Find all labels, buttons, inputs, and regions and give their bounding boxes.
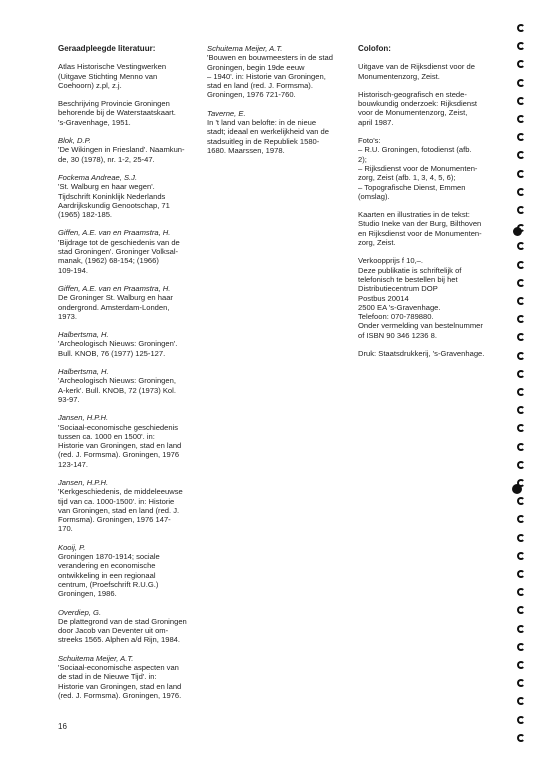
binding-ring xyxy=(517,97,525,105)
binding-ring xyxy=(517,443,525,451)
entry-text: 'Archeologisch Nieuws: Groningen'. Bull. KNOB, 76 (1977) 125-127. xyxy=(58,339,178,358)
entry-author: Kooij, P. xyxy=(58,542,86,552)
entry-author: Giffen, A.E. van en Praamstra, H. xyxy=(58,228,171,238)
binding-ring xyxy=(517,534,525,542)
entry-author: Jansen, H.P.H. xyxy=(58,413,109,423)
colophon-paragraph: Foto's: – R.U. Groningen, fotodienst (afb. 2); – Rijksdienst voor de Monumenten- zorg, Zeist (afb. 1, 3, 4, 5, 6); – Topografische Dienst, Emmen (omslag). xyxy=(358,136,478,201)
bibliography-heading: Geraadpleegde literatuur: xyxy=(58,44,156,53)
entry-text: Beschrijving Provincie Groningen behorende bij de Waterstaatskaart. 's-Gravenhage, 1951. xyxy=(58,99,176,127)
entry-text: De plattegrond van de stad Groningen door Jacob van Deventer uit om- streeks 1565. Alphen a/d Rijn, 1984. xyxy=(58,616,187,645)
entry-author: Halbertsma, H. xyxy=(58,367,109,377)
entry-author: Fockema Andreae, S.J. xyxy=(58,172,138,182)
binding-ring xyxy=(517,606,525,614)
entry-author: Taverne, E. xyxy=(207,108,246,118)
entry-text: 'Bijdrage tot de geschiedenis van de stad Groningen'. Groninger Volksal- manak, (1962) 68-154; (1966) 109-194. xyxy=(58,237,180,275)
binding-ring xyxy=(517,406,525,414)
bibliography-entry xyxy=(58,228,200,274)
colophon-paragraph: Druk: Staatsdrukkerij, 's-Gravenhage. xyxy=(358,349,485,359)
entry-text: 'Kerkgeschiedenis, de middeleeuwse tijd van ca. 1000-1500'. in: Historie van Groningen, stad en land (red. J. Formsma). Groningen, 1976 147- 170. xyxy=(58,487,183,534)
entry-text: Atlas Historische Vestingwerken (Uitgave Stichting Menno van Coehoorn) z.pl, z.j. xyxy=(58,62,167,90)
binding-ring xyxy=(517,24,525,32)
binding-ring xyxy=(517,170,525,178)
bibliography-entry xyxy=(58,543,200,599)
binding-ring xyxy=(517,625,525,633)
binding-ring xyxy=(517,388,525,396)
binding-ring xyxy=(517,661,525,669)
entry-author: Schuitema Meijer, A.T. xyxy=(207,44,283,53)
entry-author: Blok, D.P. xyxy=(58,136,91,146)
entry-author: Jansen, H.P.H. xyxy=(58,477,109,487)
binding-ring xyxy=(517,242,525,250)
colophon-paragraph: Uitgave van de Rijksdienst voor de Monumentenzorg, Zeist. xyxy=(358,62,475,81)
binding-ring xyxy=(517,734,525,742)
entry-text: 'De Wikingen in Friesland'. Naamkun- de, 30 (1978), nr. 1-2, 25-47. xyxy=(58,145,185,164)
entry-text: Groningen 1870-1914; sociale verandering en economische ontwikkeling in een regionaal centrum, (Proefschrift R.U.G.) Groningen, 1986. xyxy=(58,552,160,599)
bibliography-list-continued xyxy=(207,44,352,155)
entry-author: Schuitema Meijer, A.T. xyxy=(58,653,134,663)
binding-ring xyxy=(517,643,525,651)
binding-ring xyxy=(517,60,525,68)
colophon-paragraph: Kaarten en illustraties in de tekst: Studio Ineke van der Burg, Bilthoven en Rijksdienst voor de Monumenten- zorg, Zeist. xyxy=(358,210,482,248)
colophon-blocks xyxy=(358,62,508,358)
spiral-binding xyxy=(517,24,531,754)
bibliography-entry xyxy=(58,284,200,321)
bibliography-entry xyxy=(58,62,200,90)
binding-ring xyxy=(517,679,525,687)
entry-text: In 't land van belofte: in de nieue stadt; ideaal en werkelijkheid van de stadsuitleg in de Republiek 1580- 1680. Maarssen, 1978. xyxy=(207,118,329,155)
binding-ring xyxy=(517,370,525,378)
binding-ring xyxy=(517,352,525,360)
bibliography-entry xyxy=(58,99,200,127)
bibliography-entry xyxy=(58,413,200,469)
ink-blot xyxy=(513,227,522,236)
page-number: 16 xyxy=(58,722,67,731)
entry-text: 'St. Walburg en haar wegen'. Tijdschrift Koninklijk Nederlands Aardrijkskundig Genootschap, 71 (1965) 182-185. xyxy=(58,182,170,220)
bibliography-entry xyxy=(58,608,200,645)
binding-ring xyxy=(517,206,525,214)
binding-ring xyxy=(517,424,525,432)
binding-ring xyxy=(517,188,525,196)
binding-ring xyxy=(517,697,525,705)
binding-ring xyxy=(517,497,525,505)
entry-text: 'Sociaal-economische aspecten van de stad in de Nieuwe Tijd'. in: Historie van Groningen, stad en land (red. J. Formsma). Groningen, 1976. xyxy=(58,663,182,700)
binding-ring xyxy=(517,333,525,341)
entry-author: Halbertsma, H. xyxy=(58,330,109,340)
binding-ring xyxy=(517,461,525,469)
entry-text: De Groninger St. Walburg en haar ondergrond. Amsterdam-Londen, 1973. xyxy=(58,293,173,321)
binding-ring xyxy=(517,261,525,269)
binding-ring xyxy=(517,716,525,724)
colophon-paragraph: Historisch-geografisch en stede- bouwkundig onderzoek: Rijksdienst voor de Monumentenzorg, Zeist, april 1987. xyxy=(358,89,478,127)
binding-ring xyxy=(517,570,525,578)
entry-author: Overdiep, G. xyxy=(58,607,102,617)
binding-ring xyxy=(517,297,525,305)
entry-text: 'Bouwen en bouwmeesters in de stad Groningen, begin 19de eeuw – 1940'. in: Historie van Groningen, stad en land (red. J. Formsma). Groningen, 1976 721-760. xyxy=(207,53,333,100)
bibliography-entry xyxy=(58,478,200,534)
binding-ring xyxy=(517,515,525,523)
colophon-column xyxy=(358,44,508,367)
bibliography-entry xyxy=(58,136,200,164)
binding-ring xyxy=(517,151,525,159)
colophon-heading: Colofon: xyxy=(358,44,391,53)
entry-text: 'Archeologisch Nieuws: Groningen, A-kerk'. Bull. KNOB, 72 (1973) Kol. 93-97. xyxy=(58,376,176,404)
entry-text: 'Sociaal-economische geschiedenis tussen ca. 1000 en 1500'. in: Historie van Groningen, stad en land (red. J. Formsma). Groningen, 1976 123-147. xyxy=(58,422,182,469)
ink-blot xyxy=(512,484,522,494)
bibliography-entry xyxy=(58,367,200,404)
binding-ring xyxy=(517,133,525,141)
bibliography-entry xyxy=(207,44,352,100)
binding-ring xyxy=(517,79,525,87)
binding-ring xyxy=(517,115,525,123)
binding-ring xyxy=(517,315,525,323)
bibliography-entry xyxy=(58,173,200,219)
binding-ring xyxy=(517,552,525,560)
entry-author: Giffen, A.E. van en Praamstra, H. xyxy=(58,283,171,293)
bibliography-column-continued xyxy=(207,44,352,164)
binding-ring xyxy=(517,588,525,596)
binding-ring xyxy=(517,42,525,50)
colophon-paragraph: Verkoopprijs f 10,–. Deze publikatie is schriftelijk of telefonisch te bestellen bij het Distributiecentrum DOP Postbus 20014 2500 EA 's-Gravenhage. Telefoon: 070-789880. Onder vermelding van bestelnummer of ISBN 90 346 1236 8. xyxy=(358,256,483,340)
bibliography-entry xyxy=(58,330,200,358)
binding-ring xyxy=(517,279,525,287)
bibliography-entry xyxy=(207,109,352,155)
bibliography-entry xyxy=(58,654,200,700)
bibliography-column xyxy=(58,44,200,709)
bibliography-list xyxy=(58,62,200,700)
